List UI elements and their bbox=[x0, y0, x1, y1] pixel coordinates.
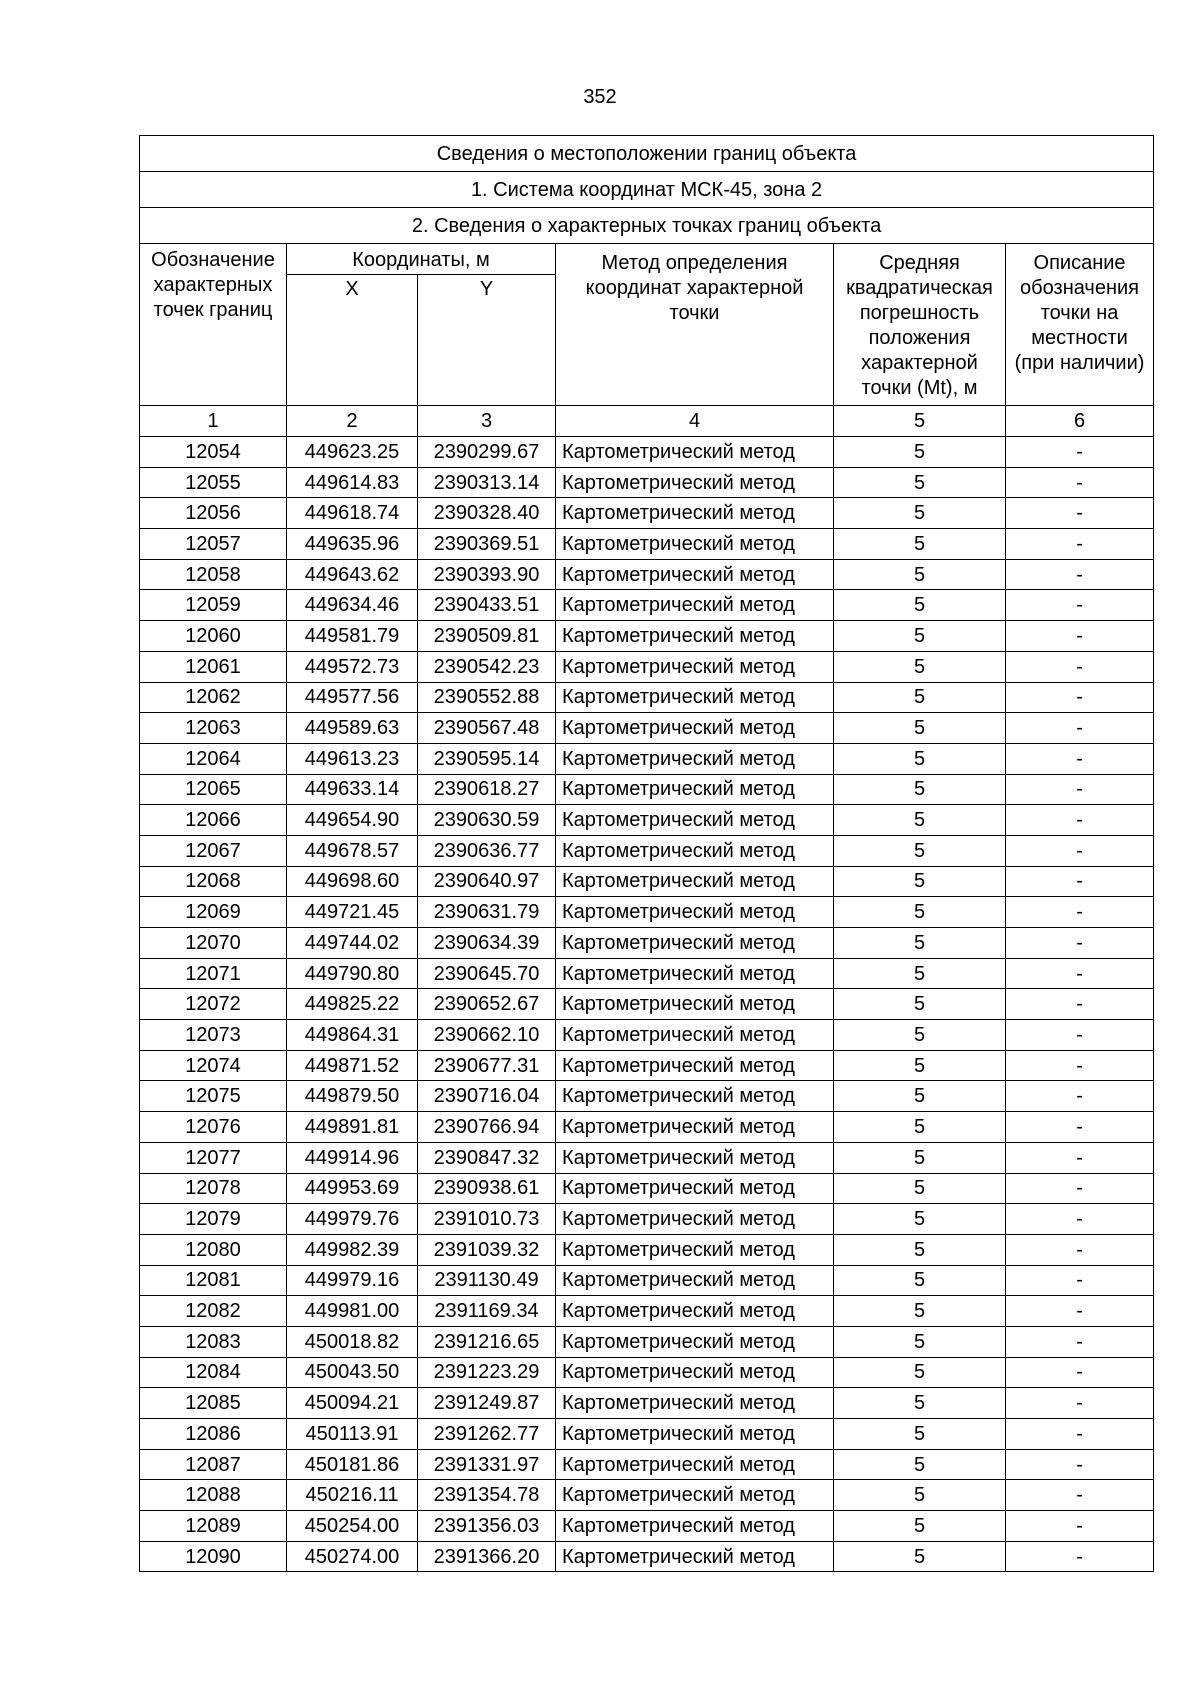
description-cell: - bbox=[1006, 1511, 1154, 1542]
x-coordinate-cell: 450216.11 bbox=[287, 1480, 418, 1511]
point-id-cell: 12088 bbox=[140, 1480, 287, 1511]
description-cell: - bbox=[1006, 1480, 1154, 1511]
table-row bbox=[140, 1265, 1154, 1296]
method-cell: Картометрический метод bbox=[556, 1357, 834, 1388]
column-number: 2 bbox=[287, 406, 418, 437]
method-cell: Картометрический метод bbox=[556, 1511, 834, 1542]
x-coordinate-cell: 450181.86 bbox=[287, 1449, 418, 1480]
point-id-cell: 12055 bbox=[140, 467, 287, 498]
method-cell: Картометрический метод bbox=[556, 805, 834, 836]
x-coordinate-cell: 449953.69 bbox=[287, 1173, 418, 1204]
method-cell: Картометрический метод bbox=[556, 1081, 834, 1112]
y-coordinate-cell: 2390369.51 bbox=[418, 529, 556, 560]
x-coordinate-cell: 449678.57 bbox=[287, 835, 418, 866]
method-cell: Картометрический метод bbox=[556, 529, 834, 560]
point-id-cell: 12066 bbox=[140, 805, 287, 836]
table-row bbox=[140, 651, 1154, 682]
y-coordinate-cell: 2390299.67 bbox=[418, 437, 556, 468]
x-coordinate-cell: 449577.56 bbox=[287, 682, 418, 713]
error-cell: 5 bbox=[834, 437, 1006, 468]
error-cell: 5 bbox=[834, 1265, 1006, 1296]
y-coordinate-cell: 2391010.73 bbox=[418, 1204, 556, 1235]
point-id-cell: 12059 bbox=[140, 590, 287, 621]
y-coordinate-cell: 2390652.67 bbox=[418, 989, 556, 1020]
y-coordinate-cell: 2390552.88 bbox=[418, 682, 556, 713]
table-row bbox=[140, 743, 1154, 774]
y-coordinate-cell: 2390618.27 bbox=[418, 774, 556, 805]
point-id-cell: 12076 bbox=[140, 1112, 287, 1143]
y-coordinate-cell: 2390662.10 bbox=[418, 1020, 556, 1051]
error-cell: 5 bbox=[834, 1326, 1006, 1357]
table-row bbox=[140, 805, 1154, 836]
description-cell: - bbox=[1006, 743, 1154, 774]
point-id-cell: 12073 bbox=[140, 1020, 287, 1051]
method-cell: Картометрический метод bbox=[556, 498, 834, 529]
table-row bbox=[140, 498, 1154, 529]
y-coordinate-cell: 2391039.32 bbox=[418, 1234, 556, 1265]
method-cell: Картометрический метод bbox=[556, 682, 834, 713]
x-coordinate-cell: 449623.25 bbox=[287, 437, 418, 468]
table-row bbox=[140, 1326, 1154, 1357]
method-cell: Картометрический метод bbox=[556, 621, 834, 652]
description-cell: - bbox=[1006, 1020, 1154, 1051]
description-cell: - bbox=[1006, 1142, 1154, 1173]
method-cell: Картометрический метод bbox=[556, 866, 834, 897]
table-row bbox=[140, 559, 1154, 590]
y-coordinate-cell: 2390645.70 bbox=[418, 958, 556, 989]
point-id-cell: 12072 bbox=[140, 989, 287, 1020]
point-id-cell: 12082 bbox=[140, 1296, 287, 1327]
x-coordinate-cell: 449589.63 bbox=[287, 713, 418, 744]
error-cell: 5 bbox=[834, 774, 1006, 805]
description-cell: - bbox=[1006, 1234, 1154, 1265]
error-cell: 5 bbox=[834, 866, 1006, 897]
y-coordinate-cell: 2390433.51 bbox=[418, 590, 556, 621]
point-id-cell: 12078 bbox=[140, 1173, 287, 1204]
header-method: Метод определения координат характерной точки bbox=[556, 244, 834, 406]
point-id-cell: 12084 bbox=[140, 1357, 287, 1388]
y-coordinate-cell: 2391366.20 bbox=[418, 1541, 556, 1572]
method-cell: Картометрический метод bbox=[556, 1541, 834, 1572]
error-cell: 5 bbox=[834, 1020, 1006, 1051]
x-coordinate-cell: 449825.22 bbox=[287, 989, 418, 1020]
x-coordinate-cell: 450018.82 bbox=[287, 1326, 418, 1357]
point-id-cell: 12067 bbox=[140, 835, 287, 866]
method-cell: Картометрический метод bbox=[556, 1234, 834, 1265]
table-row bbox=[140, 1296, 1154, 1327]
point-id-cell: 12054 bbox=[140, 437, 287, 468]
description-cell: - bbox=[1006, 1081, 1154, 1112]
method-cell: Картометрический метод bbox=[556, 1204, 834, 1235]
x-coordinate-cell: 449981.00 bbox=[287, 1296, 418, 1327]
description-cell: - bbox=[1006, 713, 1154, 744]
x-coordinate-cell: 450094.21 bbox=[287, 1388, 418, 1419]
method-cell: Картометрический метод bbox=[556, 1419, 834, 1450]
y-coordinate-cell: 2390630.59 bbox=[418, 805, 556, 836]
x-coordinate-cell: 449744.02 bbox=[287, 928, 418, 959]
error-cell: 5 bbox=[834, 559, 1006, 590]
description-cell: - bbox=[1006, 498, 1154, 529]
y-coordinate-cell: 2390636.77 bbox=[418, 835, 556, 866]
x-coordinate-cell: 449618.74 bbox=[287, 498, 418, 529]
method-cell: Картометрический метод bbox=[556, 743, 834, 774]
x-coordinate-cell: 449790.80 bbox=[287, 958, 418, 989]
method-cell: Картометрический метод bbox=[556, 1173, 834, 1204]
column-number: 3 bbox=[418, 406, 556, 437]
table-row bbox=[140, 897, 1154, 928]
method-cell: Картометрический метод bbox=[556, 559, 834, 590]
description-cell: - bbox=[1006, 928, 1154, 959]
description-cell: - bbox=[1006, 1204, 1154, 1235]
method-cell: Картометрический метод bbox=[556, 1326, 834, 1357]
y-coordinate-cell: 2390542.23 bbox=[418, 651, 556, 682]
error-cell: 5 bbox=[834, 928, 1006, 959]
y-coordinate-cell: 2390766.94 bbox=[418, 1112, 556, 1143]
description-cell: - bbox=[1006, 1326, 1154, 1357]
description-cell: - bbox=[1006, 1419, 1154, 1450]
method-cell: Картометрический метод bbox=[556, 1050, 834, 1081]
method-cell: Картометрический метод bbox=[556, 958, 834, 989]
table-row bbox=[140, 590, 1154, 621]
description-cell: - bbox=[1006, 1449, 1154, 1480]
x-coordinate-cell: 449914.96 bbox=[287, 1142, 418, 1173]
method-cell: Картометрический метод bbox=[556, 590, 834, 621]
table-row bbox=[140, 1449, 1154, 1480]
method-cell: Картометрический метод bbox=[556, 1388, 834, 1419]
header-description: Описание обозначения точки на местности (при наличии) bbox=[1006, 244, 1154, 406]
x-coordinate-cell: 449864.31 bbox=[287, 1020, 418, 1051]
table-row bbox=[140, 1050, 1154, 1081]
description-cell: - bbox=[1006, 467, 1154, 498]
table-row bbox=[140, 1388, 1154, 1419]
boundary-points-table bbox=[139, 135, 1154, 1572]
table-row bbox=[140, 1020, 1154, 1051]
column-number: 6 bbox=[1006, 406, 1154, 437]
error-cell: 5 bbox=[834, 498, 1006, 529]
table-row bbox=[140, 682, 1154, 713]
method-cell: Картометрический метод bbox=[556, 897, 834, 928]
error-cell: 5 bbox=[834, 1050, 1006, 1081]
x-coordinate-cell: 449581.79 bbox=[287, 621, 418, 652]
point-id-cell: 12087 bbox=[140, 1449, 287, 1480]
description-cell: - bbox=[1006, 529, 1154, 560]
error-cell: 5 bbox=[834, 682, 1006, 713]
x-coordinate-cell: 449982.39 bbox=[287, 1234, 418, 1265]
method-cell: Картометрический метод bbox=[556, 1265, 834, 1296]
method-cell: Картометрический метод bbox=[556, 835, 834, 866]
point-id-cell: 12065 bbox=[140, 774, 287, 805]
header-x: X bbox=[287, 275, 418, 406]
error-cell: 5 bbox=[834, 805, 1006, 836]
column-number: 1 bbox=[140, 406, 287, 437]
header-coordinates: Координаты, м bbox=[287, 244, 556, 275]
table-row bbox=[140, 529, 1154, 560]
description-cell: - bbox=[1006, 1173, 1154, 1204]
y-coordinate-cell: 2390847.32 bbox=[418, 1142, 556, 1173]
method-cell: Картометрический метод bbox=[556, 713, 834, 744]
error-cell: 5 bbox=[834, 1357, 1006, 1388]
table-row bbox=[140, 989, 1154, 1020]
table-row bbox=[140, 1234, 1154, 1265]
y-coordinate-cell: 2390634.39 bbox=[418, 928, 556, 959]
error-cell: 5 bbox=[834, 467, 1006, 498]
point-id-cell: 12074 bbox=[140, 1050, 287, 1081]
table-row bbox=[140, 713, 1154, 744]
x-coordinate-cell: 449643.62 bbox=[287, 559, 418, 590]
x-coordinate-cell: 450274.00 bbox=[287, 1541, 418, 1572]
method-cell: Картометрический метод bbox=[556, 774, 834, 805]
point-id-cell: 12069 bbox=[140, 897, 287, 928]
error-cell: 5 bbox=[834, 1296, 1006, 1327]
point-id-cell: 12058 bbox=[140, 559, 287, 590]
error-cell: 5 bbox=[834, 1449, 1006, 1480]
y-coordinate-cell: 2390567.48 bbox=[418, 713, 556, 744]
error-cell: 5 bbox=[834, 713, 1006, 744]
y-coordinate-cell: 2391130.49 bbox=[418, 1265, 556, 1296]
error-cell: 5 bbox=[834, 1173, 1006, 1204]
error-cell: 5 bbox=[834, 743, 1006, 774]
method-cell: Картометрический метод bbox=[556, 467, 834, 498]
point-id-cell: 12063 bbox=[140, 713, 287, 744]
description-cell: - bbox=[1006, 621, 1154, 652]
description-cell: - bbox=[1006, 1357, 1154, 1388]
point-id-cell: 12090 bbox=[140, 1541, 287, 1572]
y-coordinate-cell: 2391354.78 bbox=[418, 1480, 556, 1511]
description-cell: - bbox=[1006, 590, 1154, 621]
table-row bbox=[140, 467, 1154, 498]
y-coordinate-cell: 2390595.14 bbox=[418, 743, 556, 774]
x-coordinate-cell: 449634.46 bbox=[287, 590, 418, 621]
y-coordinate-cell: 2390328.40 bbox=[418, 498, 556, 529]
method-cell: Картометрический метод bbox=[556, 1480, 834, 1511]
header-designation: Обозначение характерных точек границ bbox=[140, 244, 287, 406]
table-row bbox=[140, 1357, 1154, 1388]
y-coordinate-cell: 2391169.34 bbox=[418, 1296, 556, 1327]
description-cell: - bbox=[1006, 1296, 1154, 1327]
table-row bbox=[140, 621, 1154, 652]
x-coordinate-cell: 449891.81 bbox=[287, 1112, 418, 1143]
point-id-cell: 12077 bbox=[140, 1142, 287, 1173]
table-row bbox=[140, 835, 1154, 866]
x-coordinate-cell: 449698.60 bbox=[287, 866, 418, 897]
point-id-cell: 12086 bbox=[140, 1419, 287, 1450]
error-cell: 5 bbox=[834, 897, 1006, 928]
point-id-cell: 12083 bbox=[140, 1326, 287, 1357]
description-cell: - bbox=[1006, 1541, 1154, 1572]
points-section-heading: 2. Сведения о характерных точках границ объекта bbox=[140, 208, 1154, 244]
x-coordinate-cell: 450043.50 bbox=[287, 1357, 418, 1388]
table-row bbox=[140, 928, 1154, 959]
description-cell: - bbox=[1006, 682, 1154, 713]
error-cell: 5 bbox=[834, 835, 1006, 866]
error-cell: 5 bbox=[834, 529, 1006, 560]
y-coordinate-cell: 2391223.29 bbox=[418, 1357, 556, 1388]
x-coordinate-cell: 450254.00 bbox=[287, 1511, 418, 1542]
point-id-cell: 12062 bbox=[140, 682, 287, 713]
point-id-cell: 12075 bbox=[140, 1081, 287, 1112]
y-coordinate-cell: 2391331.97 bbox=[418, 1449, 556, 1480]
method-cell: Картометрический метод bbox=[556, 1020, 834, 1051]
method-cell: Картометрический метод bbox=[556, 1449, 834, 1480]
y-coordinate-cell: 2390640.97 bbox=[418, 866, 556, 897]
table-row bbox=[140, 1419, 1154, 1450]
column-number: 4 bbox=[556, 406, 834, 437]
x-coordinate-cell: 450113.91 bbox=[287, 1419, 418, 1450]
error-cell: 5 bbox=[834, 621, 1006, 652]
description-cell: - bbox=[1006, 651, 1154, 682]
method-cell: Картометрический метод bbox=[556, 928, 834, 959]
table-row bbox=[140, 437, 1154, 468]
point-id-cell: 12080 bbox=[140, 1234, 287, 1265]
point-id-cell: 12070 bbox=[140, 928, 287, 959]
error-cell: 5 bbox=[834, 1511, 1006, 1542]
x-coordinate-cell: 449721.45 bbox=[287, 897, 418, 928]
table-row bbox=[140, 1204, 1154, 1235]
description-cell: - bbox=[1006, 897, 1154, 928]
header-error: Средняя квадратическая погрешность положения характерной точки (Mt), м bbox=[834, 244, 1006, 406]
x-coordinate-cell: 449572.73 bbox=[287, 651, 418, 682]
error-cell: 5 bbox=[834, 1204, 1006, 1235]
error-cell: 5 bbox=[834, 1541, 1006, 1572]
y-coordinate-cell: 2391216.65 bbox=[418, 1326, 556, 1357]
method-cell: Картометрический метод bbox=[556, 1112, 834, 1143]
x-coordinate-cell: 449613.23 bbox=[287, 743, 418, 774]
point-id-cell: 12061 bbox=[140, 651, 287, 682]
y-coordinate-cell: 2390313.14 bbox=[418, 467, 556, 498]
description-cell: - bbox=[1006, 866, 1154, 897]
table-row bbox=[140, 1081, 1154, 1112]
column-number: 5 bbox=[834, 406, 1006, 437]
x-coordinate-cell: 449979.16 bbox=[287, 1265, 418, 1296]
table-row bbox=[140, 1480, 1154, 1511]
description-cell: - bbox=[1006, 559, 1154, 590]
point-id-cell: 12071 bbox=[140, 958, 287, 989]
description-cell: - bbox=[1006, 437, 1154, 468]
point-id-cell: 12079 bbox=[140, 1204, 287, 1235]
error-cell: 5 bbox=[834, 989, 1006, 1020]
x-coordinate-cell: 449635.96 bbox=[287, 529, 418, 560]
y-coordinate-cell: 2390716.04 bbox=[418, 1081, 556, 1112]
table-row bbox=[140, 1541, 1154, 1572]
table-row bbox=[140, 958, 1154, 989]
point-id-cell: 12081 bbox=[140, 1265, 287, 1296]
description-cell: - bbox=[1006, 805, 1154, 836]
y-coordinate-cell: 2391249.87 bbox=[418, 1388, 556, 1419]
description-cell: - bbox=[1006, 835, 1154, 866]
x-coordinate-cell: 449614.83 bbox=[287, 467, 418, 498]
error-cell: 5 bbox=[834, 651, 1006, 682]
error-cell: 5 bbox=[834, 1388, 1006, 1419]
error-cell: 5 bbox=[834, 590, 1006, 621]
y-coordinate-cell: 2390509.81 bbox=[418, 621, 556, 652]
method-cell: Картометрический метод bbox=[556, 437, 834, 468]
point-id-cell: 12089 bbox=[140, 1511, 287, 1542]
x-coordinate-cell: 449654.90 bbox=[287, 805, 418, 836]
x-coordinate-cell: 449879.50 bbox=[287, 1081, 418, 1112]
header-y: Y bbox=[418, 275, 556, 406]
x-coordinate-cell: 449979.76 bbox=[287, 1204, 418, 1235]
y-coordinate-cell: 2391356.03 bbox=[418, 1511, 556, 1542]
y-coordinate-cell: 2390631.79 bbox=[418, 897, 556, 928]
point-id-cell: 12056 bbox=[140, 498, 287, 529]
description-cell: - bbox=[1006, 774, 1154, 805]
description-cell: - bbox=[1006, 1050, 1154, 1081]
point-id-cell: 12064 bbox=[140, 743, 287, 774]
method-cell: Картометрический метод bbox=[556, 989, 834, 1020]
x-coordinate-cell: 449633.14 bbox=[287, 774, 418, 805]
y-coordinate-cell: 2391262.77 bbox=[418, 1419, 556, 1450]
error-cell: 5 bbox=[834, 1480, 1006, 1511]
error-cell: 5 bbox=[834, 1112, 1006, 1143]
description-cell: - bbox=[1006, 1388, 1154, 1419]
table-row bbox=[140, 774, 1154, 805]
y-coordinate-cell: 2390677.31 bbox=[418, 1050, 556, 1081]
description-cell: - bbox=[1006, 958, 1154, 989]
error-cell: 5 bbox=[834, 1081, 1006, 1112]
description-cell: - bbox=[1006, 1112, 1154, 1143]
table-row bbox=[140, 866, 1154, 897]
y-coordinate-cell: 2390393.90 bbox=[418, 559, 556, 590]
y-coordinate-cell: 2390938.61 bbox=[418, 1173, 556, 1204]
table-row bbox=[140, 1511, 1154, 1542]
error-cell: 5 bbox=[834, 1419, 1006, 1450]
table-title: Сведения о местоположении границ объекта bbox=[140, 136, 1154, 172]
method-cell: Картометрический метод bbox=[556, 1296, 834, 1327]
point-id-cell: 12060 bbox=[140, 621, 287, 652]
method-cell: Картометрический метод bbox=[556, 651, 834, 682]
point-id-cell: 12068 bbox=[140, 866, 287, 897]
table-row bbox=[140, 1142, 1154, 1173]
coordinate-system-heading: 1. Система координат МСК-45, зона 2 bbox=[140, 172, 1154, 208]
description-cell: - bbox=[1006, 989, 1154, 1020]
error-cell: 5 bbox=[834, 958, 1006, 989]
table-row bbox=[140, 1173, 1154, 1204]
page-number: 352 bbox=[583, 86, 617, 108]
point-id-cell: 12057 bbox=[140, 529, 287, 560]
error-cell: 5 bbox=[834, 1142, 1006, 1173]
table-row bbox=[140, 1112, 1154, 1143]
x-coordinate-cell: 449871.52 bbox=[287, 1050, 418, 1081]
description-cell: - bbox=[1006, 1265, 1154, 1296]
method-cell: Картометрический метод bbox=[556, 1142, 834, 1173]
point-id-cell: 12085 bbox=[140, 1388, 287, 1419]
error-cell: 5 bbox=[834, 1234, 1006, 1265]
